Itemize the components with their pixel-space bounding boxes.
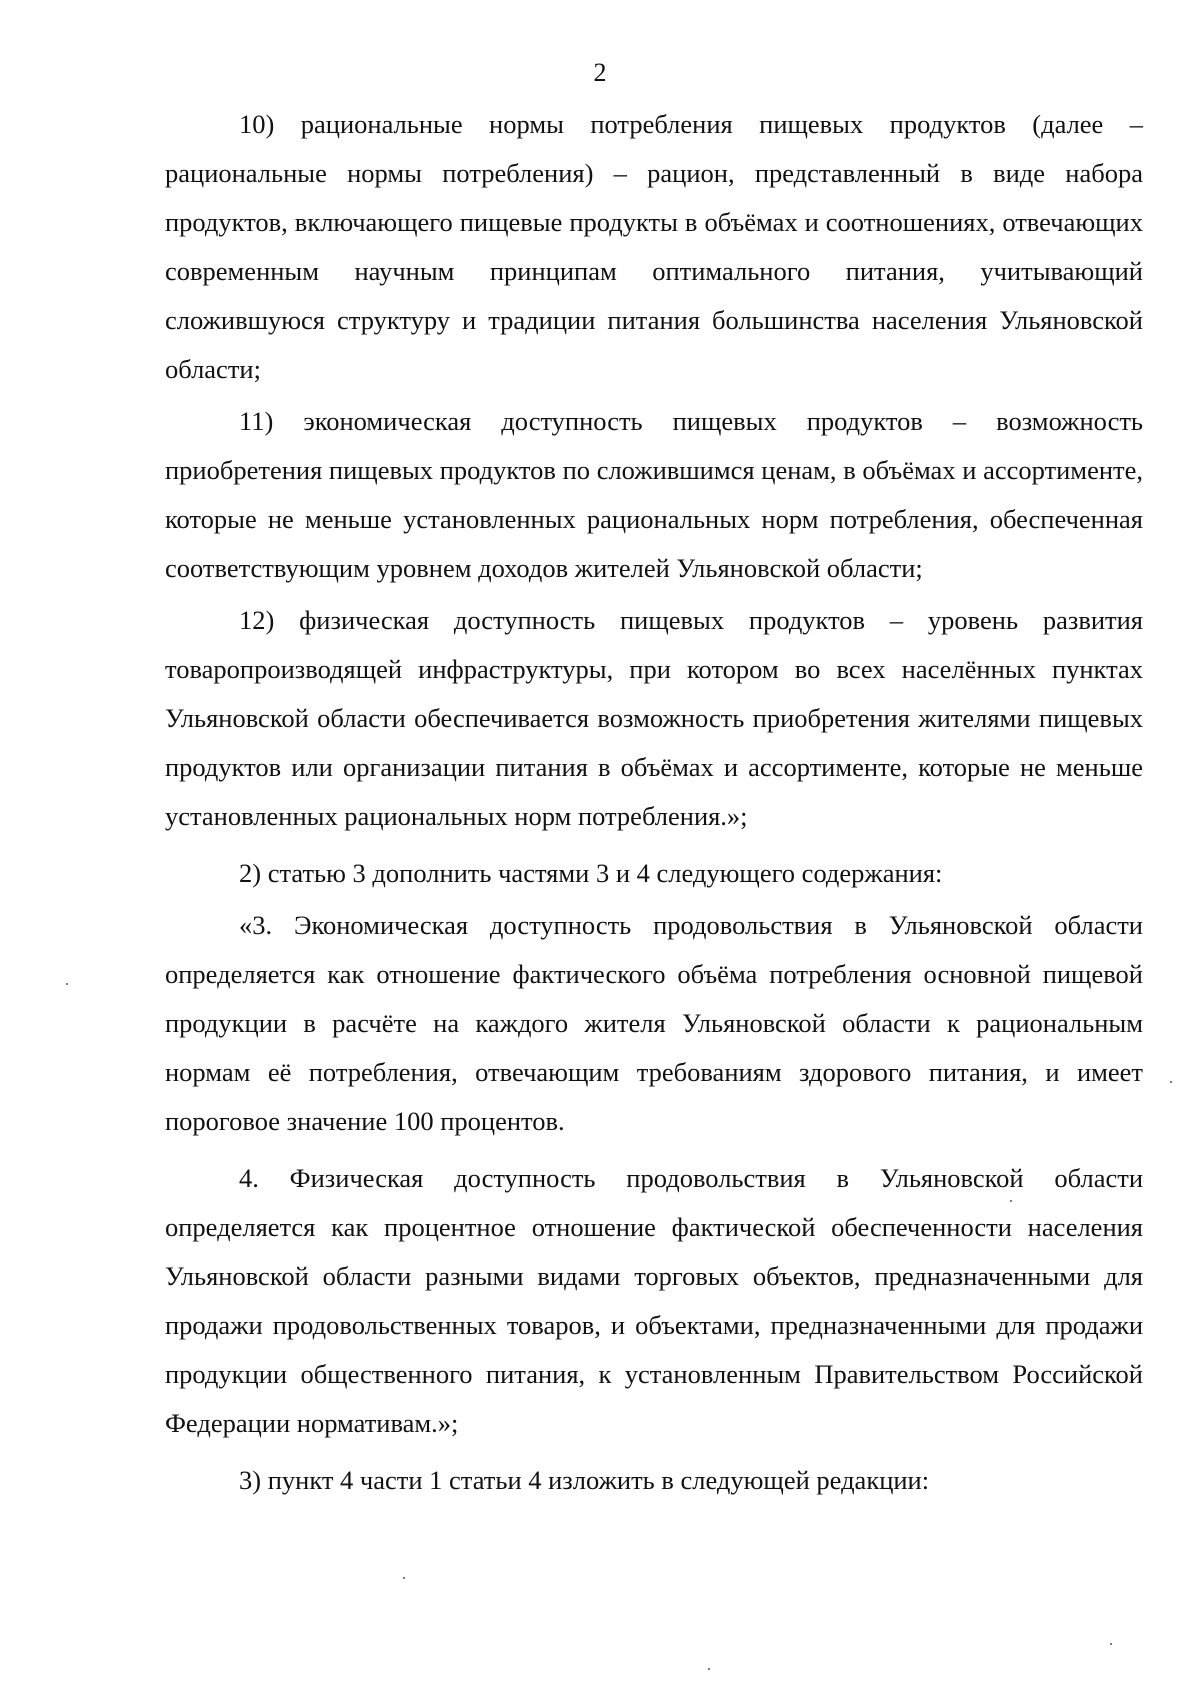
paragraph-part-4-physical: 4. Физическая доступность продовольствия в Ульяновской области определяется как процентное отношение фактической обеспеченности населения Ульяновской области разными видами торговых объектов, предназначенными для продажи продовольственных товаров, и объектами, предназначенными для продажи продукции общественного питания, к установленным Правительством Российской Федерации нормативам.»; [165,1163,1143,1438]
scan-speck [66,983,68,985]
scan-speck [708,1668,710,1670]
paragraph-amend-article-4: 3) пункт 4 части 1 статьи 4 изложить в следующей редакции: [239,1465,930,1495]
paragraph-item-11-economic-access: 11) экономическая доступность пищевых продуктов – возможность приобретения пищевых продуктов по сложившимся ценам, в объёмах и ассортименте, которые не меньше установленных рациональных норм потребления, обеспеченная соответствующим уровнем доходов жителей Ульяновской области; [165,406,1143,583]
scan-speck [1170,1081,1172,1083]
scan-speck [1110,1643,1112,1645]
page-number: 2 [593,58,607,87]
paragraph-item-12-physical-access: 12) физическая доступность пищевых продуктов – уровень развития товаропроизводящей инфраструктуры, при котором во всех населённых пунктах Ульяновской области обеспечивается возможность приобретения жителями пищевых продуктов или организации питания в объёмах и ассортименте, которые не меньше установленных рациональных норм потребления.»; [165,605,1143,831]
paragraph-item-10-rational-norms: 10) рациональные нормы потребления пищевых продуктов (далее – рациональные нормы потребления) – рацион, представленный в виде набора продуктов, включающего пищевые продукты в объёмах и соотношениях, отвечающих современным научным принципам оптимального питания, учитывающий сложившуюся структуру и традиции питания большинства населения Ульяновской области; [165,109,1143,384]
paragraph-amend-article-3: 2) статью 3 дополнить частями 3 и 4 следующего содержания: [239,858,943,888]
paragraph-part-3-economic: «3. Экономическая доступность продовольствия в Ульяновской области определяется как отношение фактического объёма потребления основной пищевой продукции в расчёте на каждого жителя Ульяновской области к рациональным нормам её потребления, отвечающим требованиям здорового питания, и имеет пороговое значение 100 процентов. [165,910,1143,1136]
document-body [165,100,1143,1505]
scan-speck [403,1577,405,1579]
scan-speck [1010,1200,1012,1202]
